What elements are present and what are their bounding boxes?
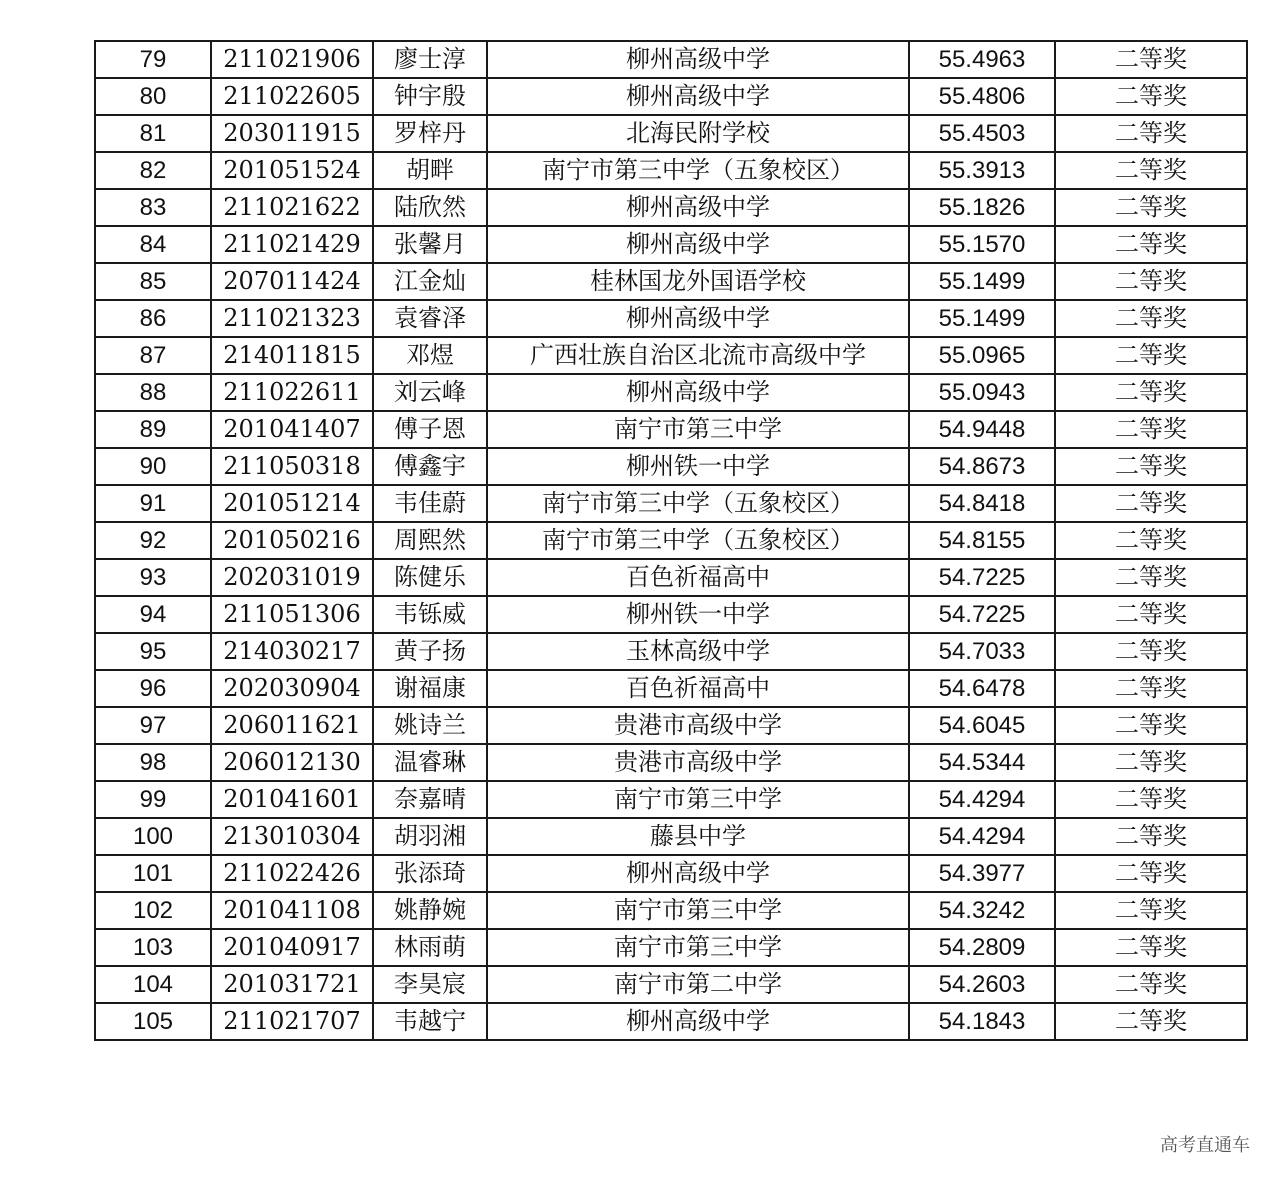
score-cell: 54.6478 [909, 670, 1055, 707]
table-row [95, 744, 1247, 781]
table-row [95, 781, 1247, 818]
student-name-cell: 韦越宁 [373, 1003, 487, 1040]
school-cell: 柳州高级中学 [487, 855, 909, 892]
student-name-cell: 黄子扬 [373, 633, 487, 670]
score-cell: 54.4294 [909, 781, 1055, 818]
student-id-cell: 201040917 [211, 929, 373, 966]
score-cell: 54.2603 [909, 966, 1055, 1003]
award-cell: 二等奖 [1055, 448, 1247, 485]
table-row [95, 559, 1247, 596]
student-name-cell: 刘云峰 [373, 374, 487, 411]
score-cell: 54.4294 [909, 818, 1055, 855]
school-cell: 南宁市第三中学 [487, 892, 909, 929]
score-cell: 55.1499 [909, 263, 1055, 300]
student-name-cell: 张馨月 [373, 226, 487, 263]
table-row [95, 300, 1247, 337]
table-row [95, 892, 1247, 929]
award-cell: 二等奖 [1055, 1003, 1247, 1040]
school-cell: 南宁市第三中学 [487, 781, 909, 818]
school-cell: 广西壮族自治区北流市高级中学 [487, 337, 909, 374]
table-row [95, 41, 1247, 78]
student-name-cell: 陆欣然 [373, 189, 487, 226]
student-name-cell: 陈健乐 [373, 559, 487, 596]
table-row [95, 670, 1247, 707]
student-id-cell: 201051214 [211, 485, 373, 522]
student-id-cell: 201041407 [211, 411, 373, 448]
rank-cell: 82 [95, 152, 211, 189]
table-row [95, 855, 1247, 892]
score-cell: 54.2809 [909, 929, 1055, 966]
school-cell: 南宁市第二中学 [487, 966, 909, 1003]
student-name-cell: 胡畔 [373, 152, 487, 189]
award-cell: 二等奖 [1055, 522, 1247, 559]
table-row [95, 633, 1247, 670]
student-id-cell: 201031721 [211, 966, 373, 1003]
school-cell: 柳州铁一中学 [487, 448, 909, 485]
score-cell: 54.1843 [909, 1003, 1055, 1040]
school-cell: 玉林高级中学 [487, 633, 909, 670]
student-id-cell: 201051524 [211, 152, 373, 189]
school-cell: 百色祈福高中 [487, 559, 909, 596]
student-id-cell: 211022605 [211, 78, 373, 115]
award-cell: 二等奖 [1055, 78, 1247, 115]
school-cell: 贵港市高级中学 [487, 707, 909, 744]
award-cell: 二等奖 [1055, 411, 1247, 448]
student-name-cell: 钟宇殷 [373, 78, 487, 115]
rank-cell: 84 [95, 226, 211, 263]
score-cell: 55.1570 [909, 226, 1055, 263]
student-id-cell: 211022426 [211, 855, 373, 892]
school-cell: 南宁市第三中学 [487, 929, 909, 966]
table-row [95, 1003, 1247, 1040]
table-row [95, 226, 1247, 263]
table-row [95, 707, 1247, 744]
score-cell: 54.6045 [909, 707, 1055, 744]
award-cell: 二等奖 [1055, 707, 1247, 744]
table-row [95, 818, 1247, 855]
table-row [95, 596, 1247, 633]
student-name-cell: 奈嘉晴 [373, 781, 487, 818]
table-row [95, 929, 1247, 966]
table-row [95, 522, 1247, 559]
school-cell: 南宁市第三中学 [487, 411, 909, 448]
table-row [95, 966, 1247, 1003]
results-table-body [95, 41, 1247, 1040]
student-name-cell: 江金灿 [373, 263, 487, 300]
school-cell: 百色祈福高中 [487, 670, 909, 707]
rank-cell: 86 [95, 300, 211, 337]
student-id-cell: 206011621 [211, 707, 373, 744]
student-id-cell: 211022611 [211, 374, 373, 411]
student-name-cell: 傅鑫宇 [373, 448, 487, 485]
award-cell: 二等奖 [1055, 781, 1247, 818]
score-cell: 54.8418 [909, 485, 1055, 522]
student-id-cell: 202030904 [211, 670, 373, 707]
student-name-cell: 李昊宸 [373, 966, 487, 1003]
score-cell: 54.7225 [909, 559, 1055, 596]
student-name-cell: 廖士淳 [373, 41, 487, 78]
student-id-cell: 202031019 [211, 559, 373, 596]
score-cell: 54.3242 [909, 892, 1055, 929]
award-cell: 二等奖 [1055, 374, 1247, 411]
student-id-cell: 201041601 [211, 781, 373, 818]
school-cell: 桂林国龙外国语学校 [487, 263, 909, 300]
student-name-cell: 韦佳蔚 [373, 485, 487, 522]
rank-cell: 105 [95, 1003, 211, 1040]
student-id-cell: 211021622 [211, 189, 373, 226]
table-row [95, 152, 1247, 189]
award-cell: 二等奖 [1055, 929, 1247, 966]
student-id-cell: 211021707 [211, 1003, 373, 1040]
rank-cell: 90 [95, 448, 211, 485]
table-row [95, 374, 1247, 411]
student-id-cell: 201050216 [211, 522, 373, 559]
score-cell: 55.4963 [909, 41, 1055, 78]
table-row [95, 485, 1247, 522]
score-cell: 55.1499 [909, 300, 1055, 337]
student-id-cell: 211021323 [211, 300, 373, 337]
rank-cell: 101 [95, 855, 211, 892]
student-name-cell: 张添琦 [373, 855, 487, 892]
school-cell: 柳州铁一中学 [487, 596, 909, 633]
score-cell: 54.8673 [909, 448, 1055, 485]
award-cell: 二等奖 [1055, 670, 1247, 707]
rank-cell: 87 [95, 337, 211, 374]
student-id-cell: 214011815 [211, 337, 373, 374]
school-cell: 柳州高级中学 [487, 300, 909, 337]
award-cell: 二等奖 [1055, 559, 1247, 596]
rank-cell: 98 [95, 744, 211, 781]
student-name-cell: 胡羽湘 [373, 818, 487, 855]
award-cell: 二等奖 [1055, 115, 1247, 152]
rank-cell: 88 [95, 374, 211, 411]
score-cell: 55.1826 [909, 189, 1055, 226]
student-name-cell: 温睿琳 [373, 744, 487, 781]
student-id-cell: 207011424 [211, 263, 373, 300]
award-cell: 二等奖 [1055, 189, 1247, 226]
award-cell: 二等奖 [1055, 226, 1247, 263]
score-cell: 54.8155 [909, 522, 1055, 559]
award-cell: 二等奖 [1055, 596, 1247, 633]
school-cell: 柳州高级中学 [487, 226, 909, 263]
table-row [95, 189, 1247, 226]
rank-cell: 95 [95, 633, 211, 670]
rank-cell: 89 [95, 411, 211, 448]
table-row [95, 411, 1247, 448]
results-table [94, 40, 1248, 1041]
score-cell: 54.7033 [909, 633, 1055, 670]
student-name-cell: 罗梓丹 [373, 115, 487, 152]
award-cell: 二等奖 [1055, 300, 1247, 337]
score-cell: 54.5344 [909, 744, 1055, 781]
award-cell: 二等奖 [1055, 633, 1247, 670]
student-name-cell: 谢福康 [373, 670, 487, 707]
score-cell: 55.0943 [909, 374, 1055, 411]
student-id-cell: 206012130 [211, 744, 373, 781]
student-id-cell: 211051306 [211, 596, 373, 633]
rank-cell: 99 [95, 781, 211, 818]
score-cell: 55.4503 [909, 115, 1055, 152]
school-cell: 北海民附学校 [487, 115, 909, 152]
score-cell: 54.7225 [909, 596, 1055, 633]
rank-cell: 93 [95, 559, 211, 596]
score-cell: 55.0965 [909, 337, 1055, 374]
school-cell: 柳州高级中学 [487, 189, 909, 226]
school-cell: 南宁市第三中学（五象校区） [487, 485, 909, 522]
award-cell: 二等奖 [1055, 485, 1247, 522]
student-name-cell: 姚静婉 [373, 892, 487, 929]
rank-cell: 80 [95, 78, 211, 115]
student-id-cell: 211050318 [211, 448, 373, 485]
table-row [95, 337, 1247, 374]
rank-cell: 94 [95, 596, 211, 633]
student-name-cell: 袁睿泽 [373, 300, 487, 337]
rank-cell: 79 [95, 41, 211, 78]
table-row [95, 115, 1247, 152]
school-cell: 藤县中学 [487, 818, 909, 855]
rank-cell: 96 [95, 670, 211, 707]
student-id-cell: 203011915 [211, 115, 373, 152]
award-cell: 二等奖 [1055, 818, 1247, 855]
score-cell: 55.4806 [909, 78, 1055, 115]
rank-cell: 85 [95, 263, 211, 300]
score-cell: 55.3913 [909, 152, 1055, 189]
award-cell: 二等奖 [1055, 263, 1247, 300]
student-id-cell: 211021906 [211, 41, 373, 78]
award-cell: 二等奖 [1055, 152, 1247, 189]
student-name-cell: 邓煜 [373, 337, 487, 374]
rank-cell: 104 [95, 966, 211, 1003]
rank-cell: 100 [95, 818, 211, 855]
student-id-cell: 201041108 [211, 892, 373, 929]
rank-cell: 91 [95, 485, 211, 522]
student-id-cell: 214030217 [211, 633, 373, 670]
school-cell: 南宁市第三中学（五象校区） [487, 522, 909, 559]
student-name-cell: 周熙然 [373, 522, 487, 559]
rank-cell: 81 [95, 115, 211, 152]
student-name-cell: 林雨萌 [373, 929, 487, 966]
award-cell: 二等奖 [1055, 966, 1247, 1003]
table-row [95, 263, 1247, 300]
student-name-cell: 韦铄威 [373, 596, 487, 633]
school-cell: 贵港市高级中学 [487, 744, 909, 781]
award-cell: 二等奖 [1055, 41, 1247, 78]
school-cell: 柳州高级中学 [487, 78, 909, 115]
award-cell: 二等奖 [1055, 337, 1247, 374]
rank-cell: 97 [95, 707, 211, 744]
award-cell: 二等奖 [1055, 855, 1247, 892]
rank-cell: 102 [95, 892, 211, 929]
student-name-cell: 姚诗兰 [373, 707, 487, 744]
rank-cell: 103 [95, 929, 211, 966]
student-id-cell: 213010304 [211, 818, 373, 855]
table-row [95, 78, 1247, 115]
rank-cell: 83 [95, 189, 211, 226]
school-cell: 柳州高级中学 [487, 1003, 909, 1040]
student-name-cell: 傅子恩 [373, 411, 487, 448]
school-cell: 柳州高级中学 [487, 374, 909, 411]
rank-cell: 92 [95, 522, 211, 559]
student-id-cell: 211021429 [211, 226, 373, 263]
watermark-text: 高考直通车 [1160, 1135, 1250, 1156]
school-cell: 柳州高级中学 [487, 41, 909, 78]
score-cell: 54.3977 [909, 855, 1055, 892]
table-row [95, 448, 1247, 485]
score-cell: 54.9448 [909, 411, 1055, 448]
award-cell: 二等奖 [1055, 744, 1247, 781]
school-cell: 南宁市第三中学（五象校区） [487, 152, 909, 189]
award-cell: 二等奖 [1055, 892, 1247, 929]
